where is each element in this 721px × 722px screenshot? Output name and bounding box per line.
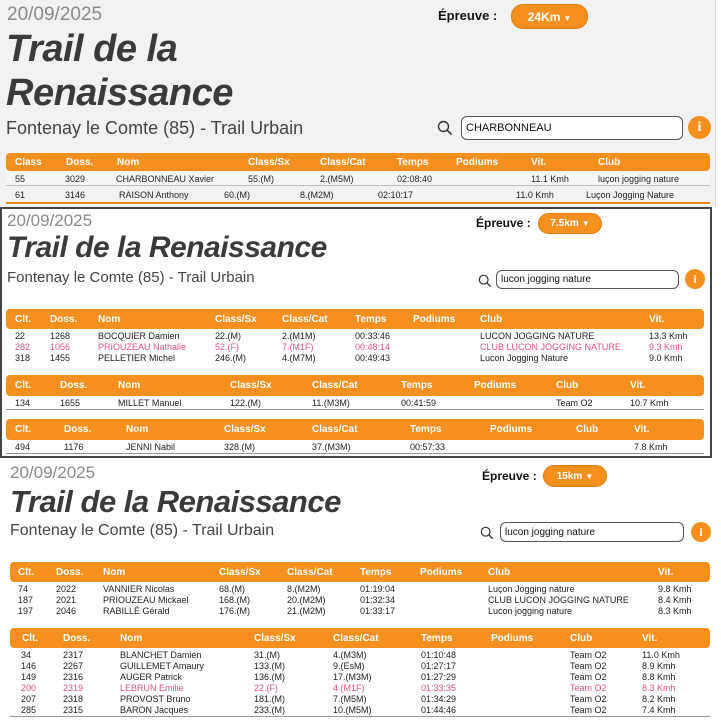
- cell-nom: PROVOST Bruno: [120, 694, 191, 704]
- cell-nom: PRIOUZEAU Nathalie: [98, 342, 187, 352]
- results-panel-24km: [0, 0, 716, 207]
- header-podiums: Podiums: [456, 157, 499, 168]
- header-club: Club: [570, 633, 593, 644]
- cell-club: Luçon Jogging Nature: [586, 190, 675, 200]
- table-header: [6, 309, 704, 329]
- search-input[interactable]: [500, 522, 684, 542]
- cell-doss: 2022: [56, 584, 77, 594]
- cell-doss: 2319: [63, 683, 84, 693]
- cell-doss: 1176: [64, 442, 84, 452]
- cell-nom: RABILLÉ Gérald: [103, 606, 170, 616]
- table-row[interactable]: [10, 705, 710, 717]
- cell-doss: 2316: [63, 672, 84, 682]
- cell-nom: BOCQUIER Damien: [98, 331, 180, 341]
- cell-clt: 285: [21, 705, 37, 715]
- cell-vit: 8.3 Kmh: [658, 606, 692, 616]
- cell-club: CLUB LUCON JOGGING NATURE: [488, 595, 629, 605]
- header-vit: Vit.: [630, 380, 646, 391]
- cell-class-cat: 4.(M3M): [333, 650, 367, 660]
- cell-class-sx: 55.(M): [248, 174, 275, 184]
- header-class-cat: Class/Cat: [312, 380, 358, 391]
- results-table: [6, 153, 710, 205]
- header-class-sx: Class/Sx: [248, 157, 290, 168]
- info-button[interactable]: i: [688, 116, 711, 139]
- cell-class-sx: 60.(M): [224, 190, 251, 200]
- cell-vit: 8.3 Kmh: [642, 683, 676, 693]
- cell-temps: 00:41:59: [401, 398, 437, 408]
- cell-clt: 74: [18, 584, 29, 594]
- header-class-cat: Class/Cat: [282, 314, 328, 325]
- cell-nom: BARON Jacques: [120, 705, 189, 715]
- header-class-cat: Class/Cat: [312, 424, 358, 435]
- table-row[interactable]: [10, 595, 710, 606]
- table-row-highlighted[interactable]: [6, 342, 704, 353]
- cell-class-cat: 7.(M5M): [333, 694, 367, 704]
- cell-class-cat: 2.(M5M): [320, 174, 354, 184]
- table-row[interactable]: [6, 353, 704, 365]
- table-row[interactable]: [10, 694, 710, 705]
- epreuve-label: Épreuve :: [476, 216, 531, 230]
- table-row[interactable]: [6, 442, 704, 454]
- table-row[interactable]: [10, 584, 710, 595]
- results-table: [6, 419, 704, 455]
- cell-class-cat: 9.(EsM): [333, 661, 365, 671]
- header-vit: Vit.: [649, 314, 665, 325]
- cell-nom: PELLETIER Michel: [98, 353, 176, 363]
- cell-class-cat: 20.(M2M): [287, 595, 326, 605]
- cell-vit: 11.0 Kmh: [642, 650, 680, 660]
- header-nom: Nom: [117, 157, 140, 168]
- epreuve-select[interactable]: [543, 465, 607, 487]
- cell-class-sx: 233.(M): [254, 705, 286, 715]
- cell-class-sx: 246.(M): [215, 353, 247, 363]
- header-class-cat: Class/Cat: [287, 567, 333, 578]
- cell-club: Team O2: [570, 661, 607, 671]
- table-row[interactable]: [10, 650, 710, 661]
- cell-temps: 01:44:46: [421, 705, 457, 715]
- cell-doss: 3146: [65, 190, 86, 200]
- cell-vit: 13.3 Kmh: [649, 331, 688, 341]
- header-podiums: Podiums: [474, 380, 517, 391]
- cell-class-cat: 17.(M3M): [333, 672, 372, 682]
- cell-class-sx: 181.(M): [254, 694, 286, 704]
- cell-doss: 2318: [63, 694, 84, 704]
- table-row[interactable]: [6, 331, 704, 342]
- race-date: 20/09/2025: [7, 211, 93, 230]
- header-temps: Temps: [355, 314, 387, 325]
- race-subtitle: Fontenay le Comte (85) - Trail Urbain: [6, 118, 304, 138]
- cell-club: CLUB LUCON JOGGING NATURE: [480, 342, 621, 352]
- cell-doss: 2046: [56, 606, 77, 616]
- header-temps: Temps: [401, 380, 433, 391]
- cell-clt: 494: [15, 442, 31, 452]
- epreuve-label: Épreuve :: [482, 469, 537, 483]
- table-row[interactable]: [6, 398, 704, 410]
- header-clt: Clt.: [22, 633, 39, 644]
- table-row-highlighted[interactable]: [10, 683, 710, 694]
- cell-clt: 200: [21, 683, 37, 693]
- cell-nom: MILLET Manuel: [118, 398, 182, 408]
- table-row[interactable]: [10, 672, 710, 683]
- table-row[interactable]: [10, 606, 710, 618]
- header-nom: Nom: [126, 424, 149, 435]
- cell-nom: BLANCHET Damien: [120, 650, 202, 660]
- cell-temps: 02:10:17: [378, 190, 414, 200]
- cell-doss: 1655: [60, 398, 81, 408]
- cell-clt: 22: [15, 331, 26, 341]
- cell-vit: 9.3 Kmh: [649, 342, 683, 352]
- cell-temps: 01:33:35: [421, 683, 457, 693]
- cell-temps: 00:57:33: [410, 442, 446, 452]
- cell-class-sx: 133.(M): [254, 661, 286, 671]
- header-doss: Doss.: [60, 380, 88, 391]
- results-table: [6, 309, 704, 365]
- cell-class: 55: [15, 174, 26, 184]
- cell-temps: 00:49:43: [355, 353, 391, 363]
- table-row[interactable]: [6, 187, 710, 204]
- cell-temps: 01:33:17: [360, 606, 396, 616]
- search-input[interactable]: [496, 270, 679, 289]
- cell-class-cat: 8.(M2M): [300, 190, 334, 200]
- cell-clt: 282: [15, 342, 31, 352]
- cell-vit: 8.4 Kmh: [658, 595, 692, 605]
- cell-doss: 3029: [65, 174, 86, 184]
- cell-vit: 7.8 Kmh: [634, 442, 668, 452]
- cell-class-sx: 122.(M): [230, 398, 262, 408]
- epreuve-select[interactable]: [538, 213, 602, 234]
- cell-vit: 8.9 Kmh: [642, 661, 676, 671]
- cell-class-sx: 68.(M): [219, 584, 246, 594]
- header-clt: Clt.: [15, 380, 32, 391]
- search-icon: [478, 274, 492, 288]
- cell-temps: 00:48:14: [355, 342, 391, 352]
- cell-clt: 197: [18, 606, 34, 616]
- cell-class-sx: 22.(M): [215, 331, 242, 341]
- cell-class-cat: 37.(M3M): [312, 442, 351, 452]
- race-subtitle: Fontenay le Comte (85) - Trail Urbain: [10, 522, 275, 539]
- cell-clt: 207: [21, 694, 37, 704]
- caret-down-icon: ▼: [585, 472, 594, 481]
- header-club: Club: [488, 567, 511, 578]
- header-clt: Clt.: [18, 567, 35, 578]
- header-vit: Vit.: [642, 633, 658, 644]
- cell-nom: AUGER Patrick: [120, 672, 183, 682]
- cell-class-cat: 7.(M1F): [282, 342, 314, 352]
- race-date: 20/09/2025: [10, 463, 96, 482]
- cell-class-cat: 4.(M7M): [282, 353, 316, 363]
- cell-club: Team O2: [570, 683, 607, 693]
- cell-vit: 8.2 Kmh: [642, 694, 676, 704]
- results-table: [10, 562, 710, 618]
- race-title: Trail de la Renaissance: [7, 231, 327, 264]
- cell-class-sx: 136.(M): [254, 672, 286, 682]
- header-doss: Doss.: [56, 567, 84, 578]
- header-temps: Temps: [421, 633, 453, 644]
- header-clt: Clt.: [15, 424, 32, 435]
- cell-class-cat: 11.(M3M): [312, 398, 350, 408]
- results-panel-7-5km: [0, 207, 712, 458]
- cell-temps: 01:27:17: [421, 661, 457, 671]
- header-class-sx: Class/Sx: [219, 567, 261, 578]
- header-class-sx: Class/Sx: [224, 424, 266, 435]
- header-nom: Nom: [98, 314, 121, 325]
- cell-clt: 146: [21, 661, 37, 671]
- header-club: Club: [576, 424, 599, 435]
- header-class-cat: Class/Cat: [333, 633, 379, 644]
- cell-nom: GUILLEMET Amaury: [120, 661, 204, 671]
- header-class-sx: Class/Sx: [230, 380, 272, 391]
- cell-clt: 149: [21, 672, 37, 682]
- epreuve-label: Épreuve :: [438, 8, 498, 23]
- race-date: 20/09/2025: [7, 4, 103, 25]
- cell-nom: CHARBONNEAU Xavier: [116, 174, 215, 184]
- header-class-cat: Class/Cat: [320, 157, 366, 168]
- cell-clt: 134: [15, 398, 31, 408]
- info-button[interactable]: i: [691, 522, 711, 542]
- cell-club: Team O2: [570, 705, 607, 715]
- race-title: Trail de la Renaissance: [10, 484, 341, 519]
- cell-vit: 9.8 Kmh: [658, 584, 692, 594]
- header-podiums: Podiums: [491, 633, 534, 644]
- header-podiums: Podiums: [413, 314, 456, 325]
- cell-doss: 2267: [63, 661, 84, 671]
- cell-vit: 11.1 Kmh: [531, 174, 569, 184]
- cell-club: Lucon jogging nature: [488, 606, 573, 616]
- cell-class-sx: 328.(M): [224, 442, 256, 452]
- header-nom: Nom: [103, 567, 126, 578]
- cell-club: Team O2: [570, 694, 607, 704]
- cell-class-cat: 10.(M5M): [333, 705, 372, 715]
- header-vit: Vit.: [634, 424, 650, 435]
- header-podiums: Podiums: [420, 567, 463, 578]
- cell-vit: 11.0 Kmh: [516, 190, 554, 200]
- results-table: [6, 375, 704, 411]
- caret-down-icon: ▼: [581, 219, 590, 228]
- cell-temps: 00:33:46: [355, 331, 391, 341]
- cell-vit: 7.4 Kmh: [642, 705, 676, 715]
- race-subtitle: Fontenay le Comte (85) - Trail Urbain: [7, 269, 255, 286]
- cell-club: Team O2: [570, 672, 607, 682]
- table-header: [10, 628, 710, 648]
- cell-temps: 01:34:29: [421, 694, 457, 704]
- cell-doss: 2315: [63, 705, 84, 715]
- search-icon: [437, 120, 453, 136]
- cell-doss: 2021: [56, 595, 77, 605]
- cell-doss: 1056: [50, 342, 71, 352]
- cell-class-cat: 2.(M1M): [282, 331, 316, 341]
- header-class-sx: Class/Sx: [215, 314, 257, 325]
- header-doss: Doss.: [63, 633, 91, 644]
- header-class: Class: [15, 157, 42, 168]
- epreuve-select[interactable]: [511, 4, 588, 29]
- cell-class-cat: 8.(M2M): [287, 584, 321, 594]
- header-temps: Temps: [397, 157, 429, 168]
- cell-temps: 01:19:04: [360, 584, 396, 594]
- table-header: [6, 153, 710, 171]
- results-table: [10, 628, 710, 718]
- table-header: [6, 375, 704, 396]
- results-panel-15km: [0, 458, 715, 722]
- cell-nom: JENNI Nabil: [126, 442, 176, 452]
- cell-class-sx: 22.(F): [254, 683, 279, 693]
- header-podiums: Podiums: [490, 424, 533, 435]
- cell-vit: 10.7 Kmh: [630, 398, 669, 408]
- cell-temps: 01:27:29: [421, 672, 457, 682]
- race-title-line1: Trail de la: [6, 28, 178, 70]
- header-doss: Doss.: [50, 314, 78, 325]
- cell-nom: PRIOUZEAU Mickael: [103, 595, 189, 605]
- epreuve-value: 7.5km: [550, 218, 579, 229]
- header-doss: Doss.: [64, 424, 92, 435]
- cell-doss: 2317: [63, 650, 84, 660]
- table-header: [10, 562, 710, 582]
- search-icon: [480, 526, 494, 540]
- race-title-line2: Renaissance: [6, 72, 233, 114]
- cell-clt: 34: [21, 650, 32, 660]
- cell-club: Team O2: [570, 650, 607, 660]
- cell-clt: 187: [18, 595, 34, 605]
- table-row[interactable]: [10, 661, 710, 672]
- header-club: Club: [556, 380, 579, 391]
- cell-club: Team O2: [556, 398, 593, 408]
- header-nom: Nom: [120, 633, 143, 644]
- info-button[interactable]: i: [685, 269, 705, 289]
- header-club: Club: [598, 157, 621, 168]
- cell-nom: VANNIER Nicolas: [103, 584, 175, 594]
- search-input[interactable]: [461, 116, 683, 140]
- cell-vit: 9.0 Kmh: [649, 353, 683, 363]
- cell-doss: 1268: [50, 331, 71, 341]
- cell-class-cat: 21.(M2M): [287, 606, 326, 616]
- cell-club: Lucon Jogging Nature: [480, 353, 569, 363]
- cell-club: LUCON JOGGING NATURE: [480, 331, 595, 341]
- cell-class: 61: [15, 190, 26, 200]
- cell-temps: 02:08:40: [397, 174, 433, 184]
- header-nom: Nom: [118, 380, 141, 391]
- header-doss: Doss.: [66, 157, 94, 168]
- table-header: [6, 419, 704, 440]
- cell-temps: 01:10:48: [421, 650, 457, 660]
- cell-clt: 318: [15, 353, 31, 363]
- cell-class-sx: 31.(M): [254, 650, 281, 660]
- cell-nom: RAISON Anthony: [119, 190, 189, 200]
- epreuve-value: 24Km: [527, 10, 561, 24]
- header-temps: Temps: [360, 567, 392, 578]
- epreuve-value: 15km: [556, 471, 583, 482]
- header-club: Club: [480, 314, 503, 325]
- cell-temps: 01:32:34: [360, 595, 396, 605]
- header-vit: Vit.: [531, 157, 547, 168]
- cell-club: Luçon Jogging nature: [488, 584, 575, 594]
- cell-doss: 1455: [50, 353, 71, 363]
- cell-class-sx: 168.(M): [219, 595, 251, 605]
- header-clt: Clt.: [15, 314, 32, 325]
- caret-down-icon: ▼: [563, 14, 572, 23]
- cell-class-sx: 176.(M): [219, 606, 251, 616]
- cell-nom: LEBRUN Emilie: [120, 683, 184, 693]
- cell-vit: 8.8 Kmh: [642, 672, 676, 682]
- header-temps: Temps: [410, 424, 442, 435]
- header-vit: Vit.: [658, 567, 674, 578]
- cell-class-sx: 52.(F): [215, 342, 240, 352]
- header-class-sx: Class/Sx: [254, 633, 296, 644]
- table-row[interactable]: [6, 172, 710, 186]
- cell-class-cat: 4.(M1F): [333, 683, 365, 693]
- cell-club: luçon jogging nature: [598, 174, 680, 184]
